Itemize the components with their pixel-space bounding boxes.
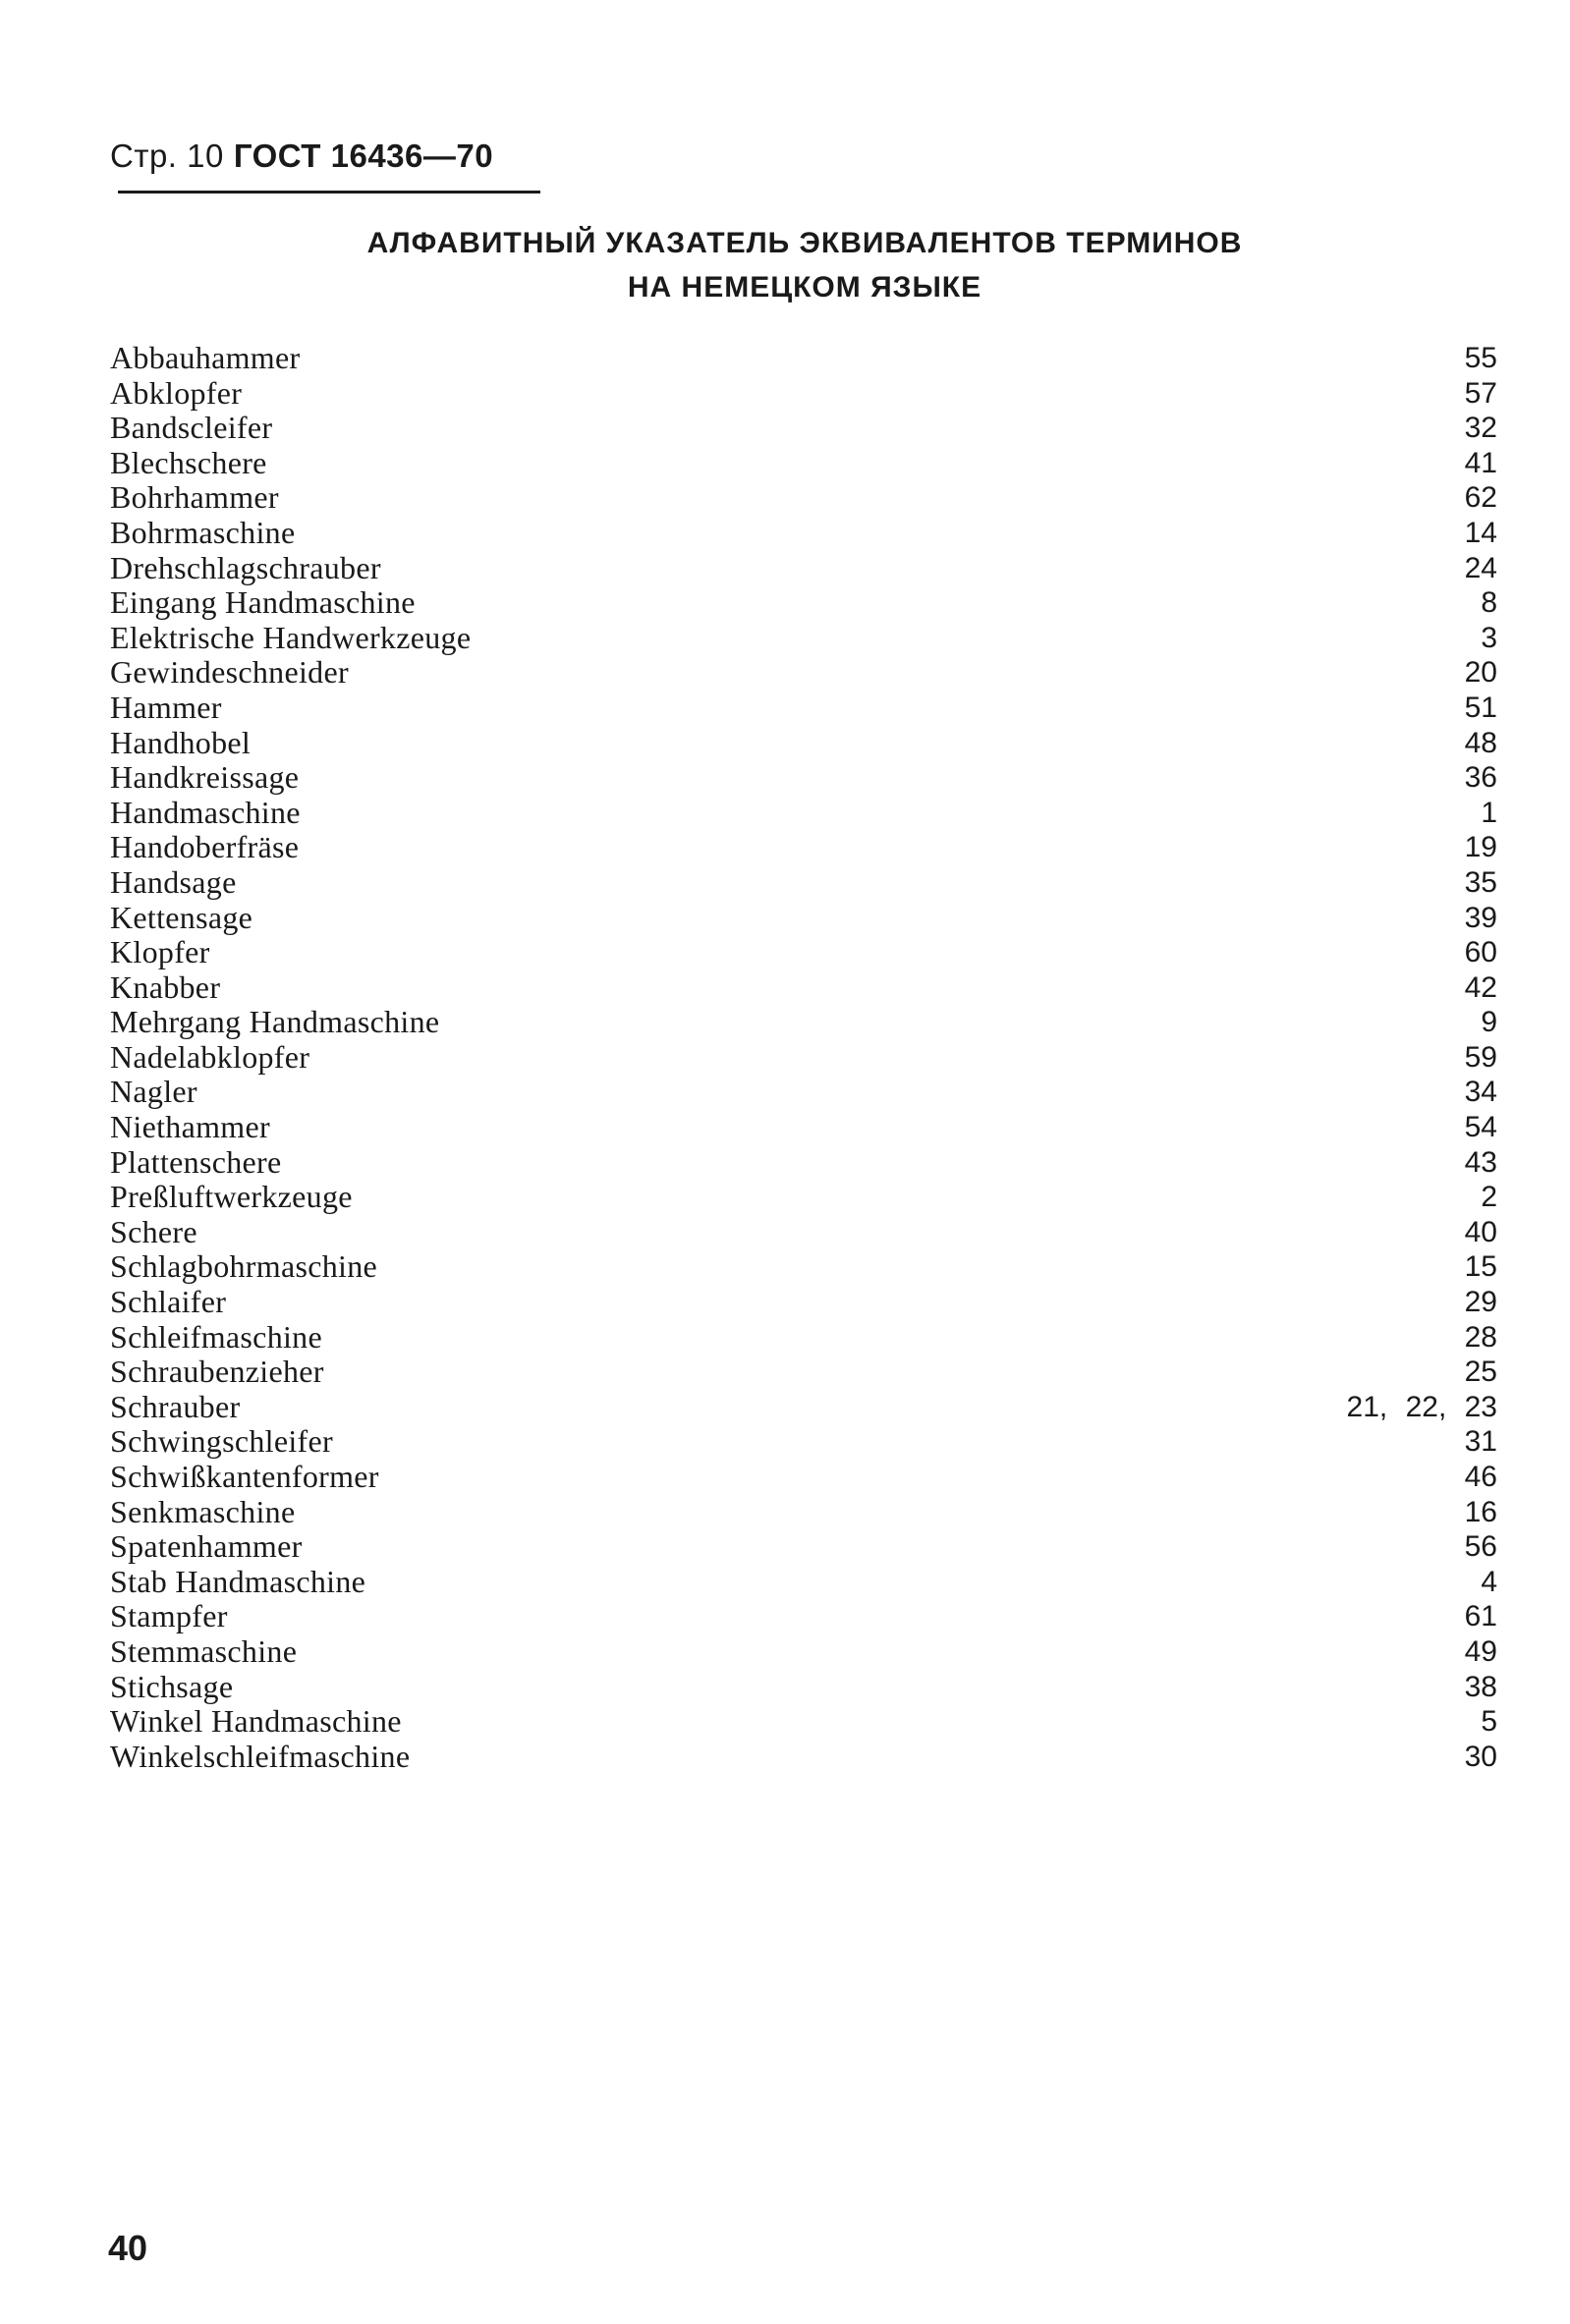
index-term: Handmaschine	[110, 794, 301, 830]
index-term: Schleifmaschine	[110, 1318, 322, 1355]
index-term: Schwißkantenformer	[110, 1459, 379, 1494]
index-ref: 54	[1464, 1111, 1497, 1144]
index-entry	[110, 1390, 1497, 1425]
index-ref: 36	[1464, 761, 1497, 795]
standard-number: ГОСТ 16436—70	[233, 138, 494, 174]
index-ref: 41	[1464, 446, 1497, 479]
index-entry	[110, 585, 1497, 621]
index-entry	[110, 655, 1497, 691]
index-entry	[110, 1634, 1497, 1670]
index-ref: 5	[1481, 1705, 1497, 1739]
index-term: Preßluftwerkzeuge	[110, 1179, 353, 1215]
index-entry	[110, 1320, 1497, 1356]
index-term: Niethammer	[110, 1109, 270, 1145]
index-entry	[110, 1460, 1497, 1495]
index-entry	[110, 1285, 1497, 1320]
index-ref: 51	[1464, 691, 1497, 724]
index-entry	[110, 411, 1497, 446]
index-entry	[110, 726, 1497, 761]
index-entry	[110, 341, 1497, 376]
index-entry	[110, 1110, 1497, 1145]
index-ref: 30	[1464, 1740, 1497, 1773]
index-entry	[110, 551, 1497, 586]
index-term: Stemmaschine	[110, 1632, 298, 1669]
index-ref: 8	[1481, 586, 1497, 620]
index-term: Stampfer	[110, 1598, 228, 1634]
index-entry	[110, 1670, 1497, 1705]
index-ref: 40	[1464, 1215, 1497, 1248]
index-term: Nadelabklopfer	[110, 1038, 310, 1075]
index-ref: 9	[1481, 1006, 1497, 1039]
page-header	[110, 138, 493, 175]
index-list	[110, 341, 1497, 1774]
index-term: Schlaifer	[110, 1284, 227, 1320]
index-term: Senkmaschine	[110, 1493, 296, 1529]
index-term: Eingang Handmaschine	[110, 584, 416, 621]
index-ref: 60	[1464, 936, 1497, 969]
index-ref: 3	[1481, 621, 1497, 654]
index-term: Handkreissage	[110, 759, 300, 796]
index-ref: 28	[1464, 1320, 1497, 1354]
index-term: Klopfer	[110, 934, 210, 970]
index-ref: 1	[1481, 796, 1497, 829]
index-entry	[110, 376, 1497, 412]
index-term: Blechschere	[110, 444, 267, 480]
index-entry	[110, 691, 1497, 726]
index-entry	[110, 1145, 1497, 1181]
index-ref: 31	[1464, 1425, 1497, 1459]
index-term: Drehschlagschrauber	[110, 549, 381, 585]
index-ref: 21, 22, 23	[1346, 1390, 1497, 1423]
index-ref: 61	[1464, 1600, 1497, 1633]
index-entry	[110, 446, 1497, 481]
index-entry	[110, 1495, 1497, 1530]
index-ref: 42	[1464, 970, 1497, 1004]
index-term: Abklopfer	[110, 374, 243, 411]
index-entry	[110, 865, 1497, 901]
index-term: Schraubenzieher	[110, 1354, 324, 1390]
index-term: Bohrhammer	[110, 479, 279, 516]
index-ref: 46	[1464, 1461, 1497, 1493]
index-entry	[110, 1005, 1497, 1040]
index-term: Hammer	[110, 689, 222, 725]
index-ref: 34	[1464, 1076, 1497, 1109]
index-entry	[110, 516, 1497, 551]
index-term: Bohrmaschine	[110, 514, 296, 550]
index-ref: 15	[1464, 1250, 1497, 1284]
index-ref: 43	[1464, 1145, 1497, 1179]
index-entry	[110, 1040, 1497, 1076]
page-label: Стр. 10	[110, 138, 224, 174]
index-ref: 49	[1464, 1634, 1497, 1668]
index-entry	[110, 621, 1497, 656]
index-ref: 35	[1464, 865, 1497, 899]
index-ref: 32	[1464, 412, 1497, 445]
index-ref: 29	[1464, 1286, 1497, 1319]
index-ref: 20	[1464, 656, 1497, 690]
index-entry	[110, 830, 1497, 865]
index-term: Handoberfräse	[110, 829, 300, 865]
index-term: Abbauhammer	[110, 340, 301, 375]
index-entry	[110, 796, 1497, 831]
index-term: Winkelschleifmaschine	[110, 1738, 411, 1774]
index-title-line-2: НА НЕМЕЦКОМ ЯЗЫКЕ	[627, 271, 982, 304]
index-term: Handhobel	[110, 724, 252, 760]
index-entry	[110, 901, 1497, 936]
index-term: Plattenschere	[110, 1143, 282, 1180]
index-ref: 19	[1464, 831, 1497, 864]
index-entry	[110, 1529, 1497, 1565]
index-term: Schlagbohrmaschine	[110, 1248, 377, 1285]
index-ref: 62	[1464, 481, 1497, 515]
index-term: Kettensage	[110, 899, 253, 935]
index-entry	[110, 1215, 1497, 1250]
index-term: Elektrische Handwerkzeuge	[110, 619, 472, 655]
index-entry	[110, 1355, 1497, 1390]
index-entry	[110, 1180, 1497, 1215]
page-number: 40	[108, 2228, 148, 2268]
index-term: Schrauber	[110, 1388, 241, 1424]
index-ref: 38	[1464, 1670, 1497, 1703]
index-entry	[110, 1424, 1497, 1460]
index-ref: 57	[1464, 376, 1497, 410]
index-ref: 14	[1464, 516, 1497, 549]
index-term: Gewindeschneider	[110, 654, 349, 691]
index-ref: 39	[1464, 901, 1497, 934]
index-term: Stichsage	[110, 1668, 234, 1704]
index-ref: 55	[1464, 342, 1497, 374]
index-entry	[110, 1704, 1497, 1740]
index-ref: 48	[1464, 726, 1497, 759]
index-term: Winkel Handmaschine	[110, 1703, 402, 1740]
index-entry	[110, 970, 1497, 1006]
index-entry	[110, 1599, 1497, 1634]
index-ref: 2	[1481, 1181, 1497, 1214]
index-ref: 16	[1464, 1495, 1497, 1528]
index-term: Schere	[110, 1213, 197, 1249]
index-term: Handsage	[110, 863, 237, 900]
index-term: Knabber	[110, 968, 221, 1005]
index-term: Schwingschleifer	[110, 1423, 333, 1460]
index-term: Nagler	[110, 1074, 197, 1110]
index-term: Bandscleifer	[110, 410, 273, 446]
index-entry	[110, 1565, 1497, 1600]
index-entry	[110, 1249, 1497, 1285]
index-entry	[110, 935, 1497, 970]
index-entry	[110, 1740, 1497, 1775]
index-entry	[110, 760, 1497, 796]
index-ref: 56	[1464, 1530, 1497, 1564]
header-rule	[118, 191, 540, 194]
index-ref: 25	[1464, 1356, 1497, 1389]
index-term: Spatenhammer	[110, 1528, 303, 1565]
index-term: Stab Handmaschine	[110, 1563, 366, 1599]
index-ref: 4	[1481, 1565, 1497, 1598]
index-ref: 59	[1464, 1040, 1497, 1074]
index-entry	[110, 1075, 1497, 1110]
index-title-line-1: АЛФАВИТНЫЙ УКАЗАТЕЛЬ ЭКВИВАЛЕНТОВ ТЕРМИНОВ	[366, 227, 1243, 259]
index-term: Mehrgang Handmaschine	[110, 1004, 440, 1040]
index-ref: 24	[1464, 551, 1497, 584]
index-entry	[110, 480, 1497, 516]
